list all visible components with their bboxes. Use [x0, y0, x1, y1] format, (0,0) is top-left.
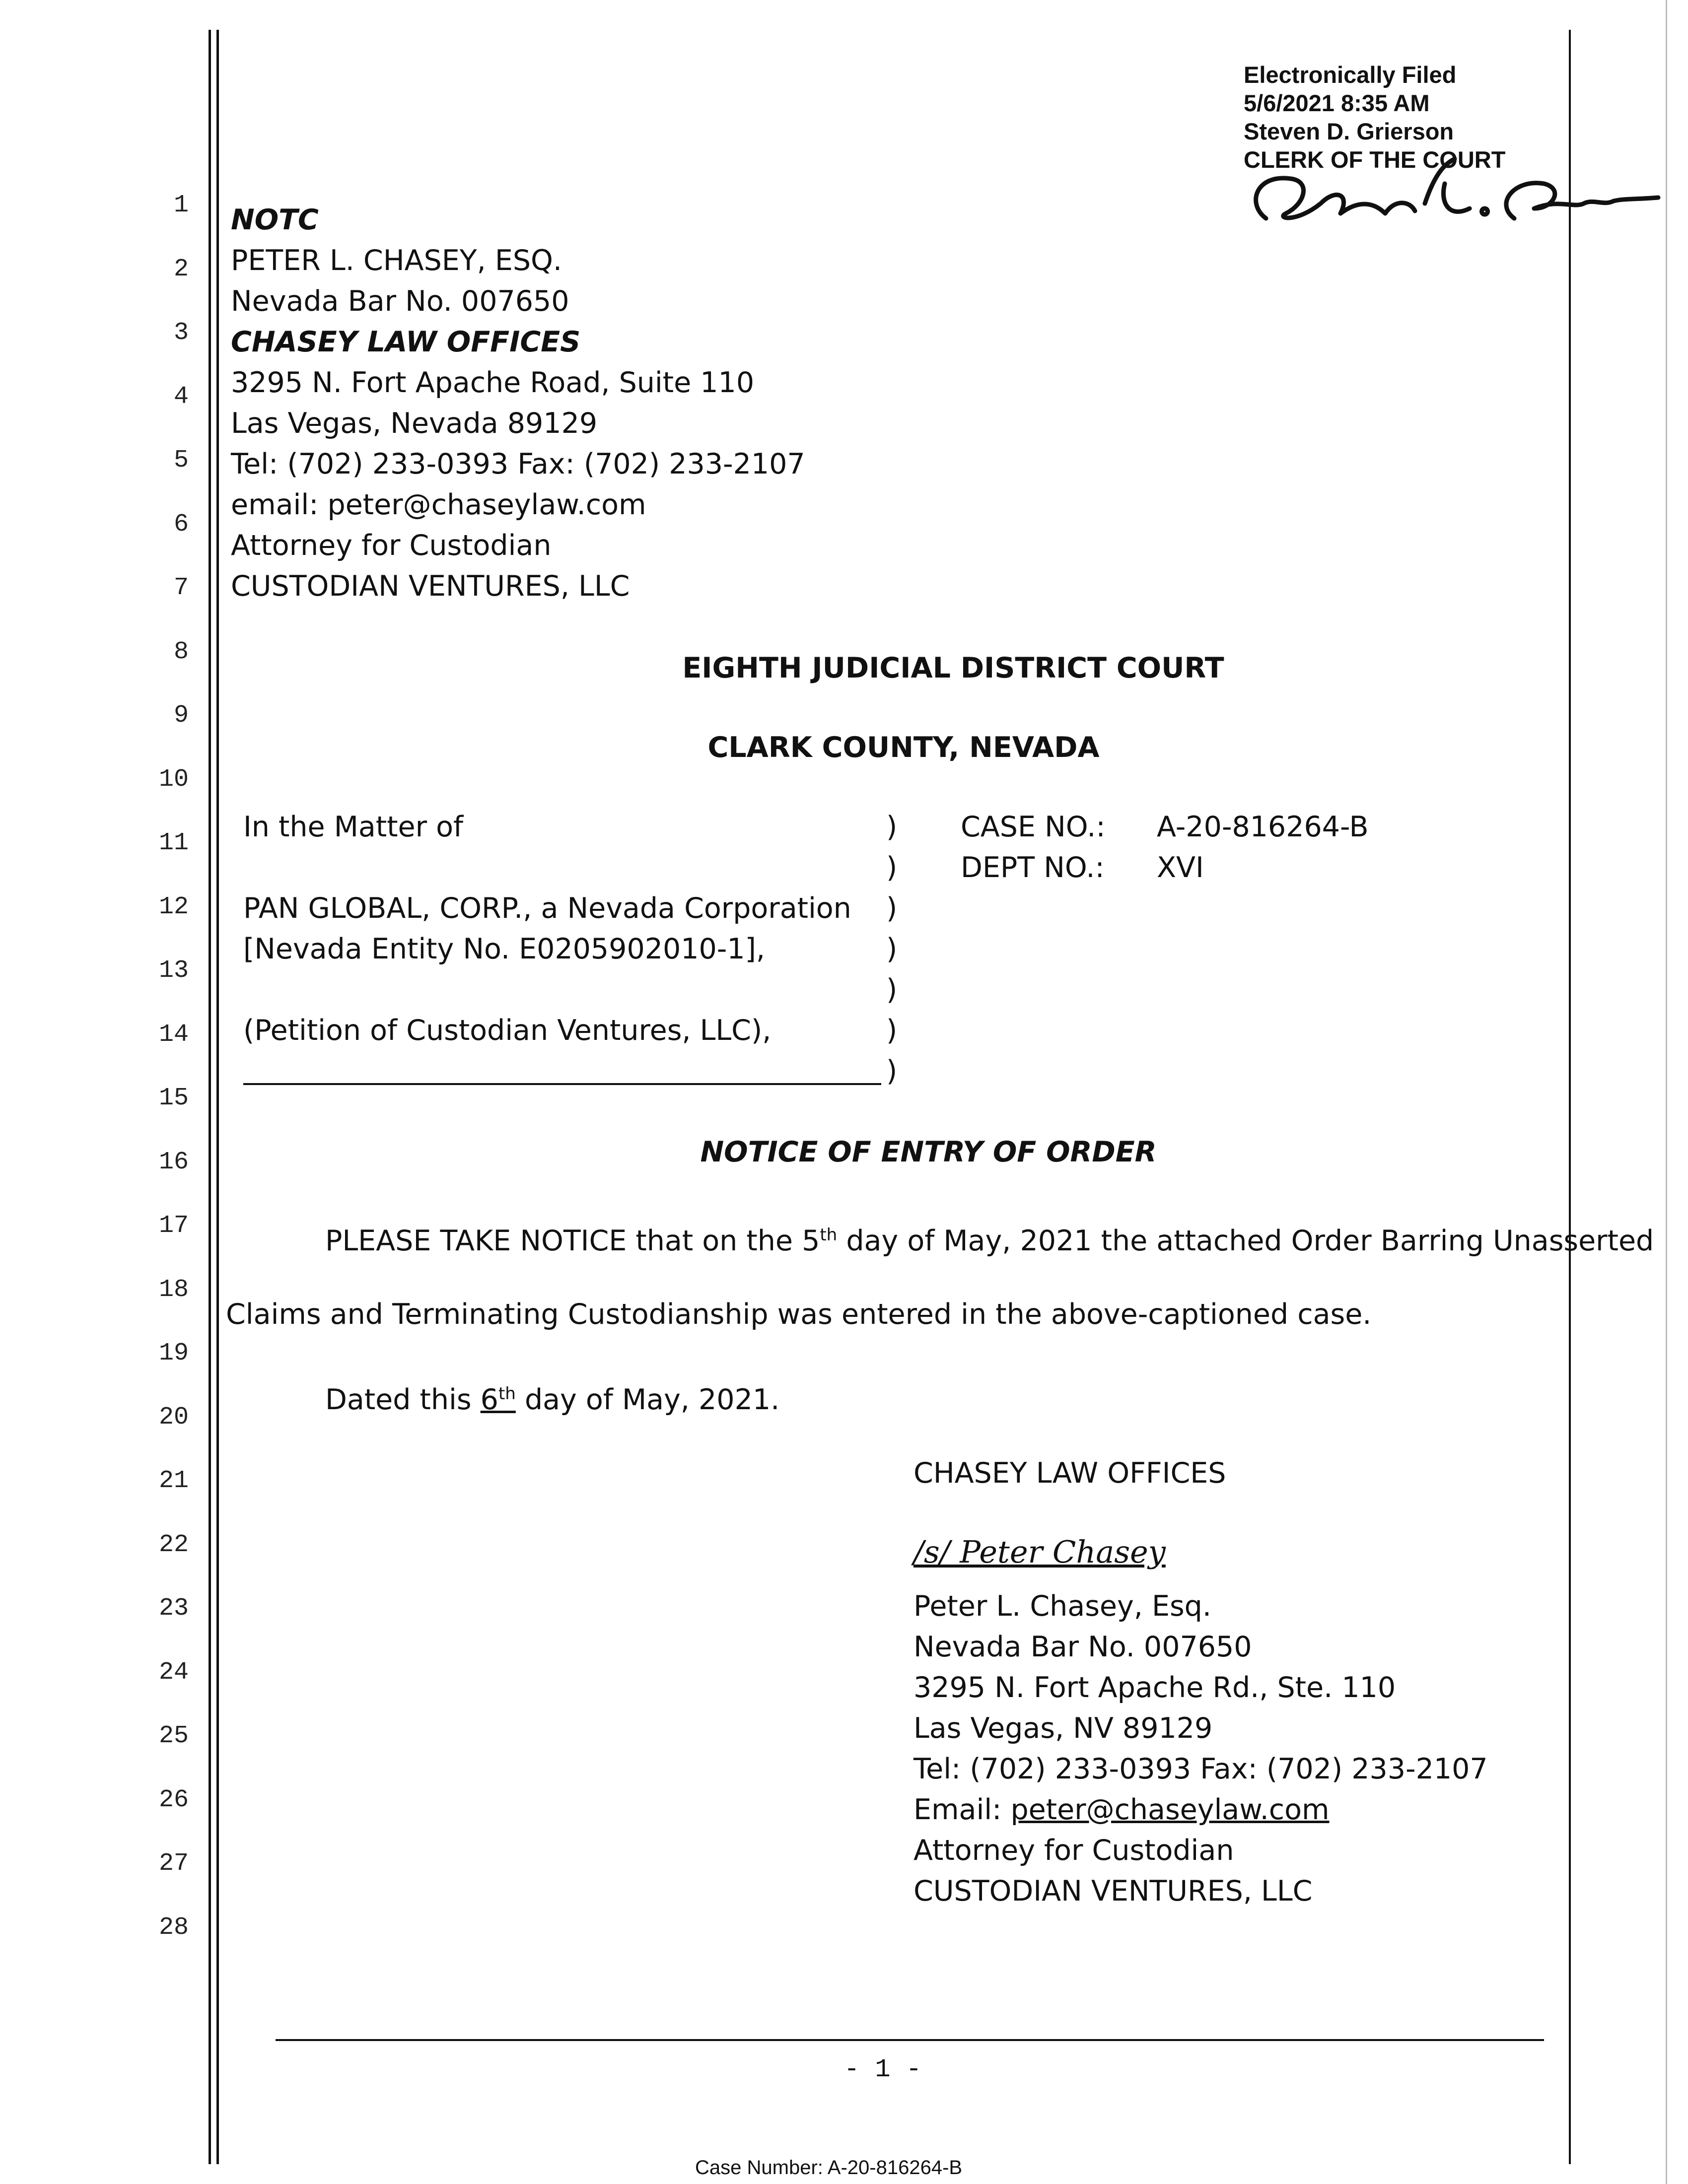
case-caption-left	[243, 807, 851, 1051]
notice-title: NOTICE OF ENTRY OF ORDER	[700, 1136, 1157, 1168]
line-number: 12	[158, 892, 189, 921]
paren: )	[886, 1055, 898, 1088]
signature-block	[914, 1586, 1488, 1911]
signer-email-link[interactable]: peter@chaseylaw.com	[1010, 1793, 1330, 1826]
line-number: 27	[158, 1849, 189, 1878]
dated-line	[325, 1373, 779, 1420]
attorney-bar-number: Nevada Bar No. 007650	[231, 285, 569, 318]
page-number: - 1 -	[844, 2055, 922, 2084]
line-number: 14	[158, 1020, 189, 1049]
line-number: 17	[158, 1212, 189, 1240]
line-number: 8	[173, 637, 189, 666]
caption-underline	[243, 1083, 881, 1085]
notice-paragraph-line1	[325, 1215, 1654, 1261]
left-margin-rule-outer	[209, 30, 211, 2164]
left-margin-rule-inner	[216, 30, 219, 2164]
line-number: 28	[158, 1913, 189, 1942]
line-number: 13	[158, 956, 189, 985]
line-number: 7	[173, 574, 189, 602]
line-number: 19	[158, 1339, 189, 1367]
attorney-role: Attorney for Custodian	[231, 529, 552, 562]
signer-address-line1: 3295 N. Fort Apache Rd., Ste. 110	[914, 1671, 1396, 1704]
court-county: CLARK COUNTY, NEVADA	[707, 731, 1100, 764]
signature-firm: CHASEY LAW OFFICES	[914, 1457, 1226, 1490]
line-number: 16	[158, 1148, 189, 1176]
paren: )	[886, 1014, 898, 1047]
case-number-value: A-20-816264-B	[1157, 811, 1369, 843]
filing-stamp-line: CLERK OF THE COURT	[1244, 146, 1506, 173]
petition-line: (Petition of Custodian Ventures, LLC),	[243, 1014, 772, 1047]
client-name: CUSTODIAN VENTURES, LLC	[231, 570, 630, 603]
signer-email	[914, 1789, 1488, 1830]
paren: )	[886, 973, 898, 1006]
signer-email-label: Email:	[914, 1793, 1011, 1826]
paren: )	[886, 811, 898, 843]
page-edge-rule	[1666, 0, 1667, 2184]
party-name: PAN GLOBAL, CORP., a Nevada Corporation	[243, 892, 851, 925]
clerk-signature-icon	[1236, 144, 1663, 248]
paren: )	[886, 892, 898, 925]
attorney-caption	[231, 200, 805, 607]
dated-text: Dated this	[325, 1383, 481, 1416]
notice-text: day of May, 2021 the attached Order Barring Unasserted	[837, 1225, 1654, 1257]
line-number: 4	[173, 382, 189, 411]
line-number: 1	[173, 191, 189, 219]
line-number: 18	[158, 1275, 189, 1304]
line-number: 26	[158, 1785, 189, 1814]
footer-rule	[276, 2039, 1544, 2041]
paren: )	[886, 851, 898, 884]
ordinal-suffix: th	[498, 1384, 516, 1404]
entity-number: [Nevada Entity No. E0205902010-1],	[243, 933, 765, 965]
firm-phone-fax: Tel: (702) 233-0393 Fax: (702) 233-2107	[231, 448, 805, 480]
line-number: 20	[158, 1403, 189, 1432]
case-number-label: CASE NO.:	[961, 811, 1106, 843]
signer-client: CUSTODIAN VENTURES, LLC	[914, 1875, 1313, 1908]
filing-stamp-line: Steven D. Grierson	[1244, 118, 1454, 144]
line-number: 15	[158, 1084, 189, 1112]
signer-address-line2: Las Vegas, NV 89129	[914, 1712, 1213, 1745]
signer-bar-number: Nevada Bar No. 007650	[914, 1631, 1252, 1663]
notice-paragraph-line2: Claims and Terminating Custodianship was entered in the above-captioned case.	[226, 1298, 1372, 1331]
dept-number-label: DEPT NO.:	[961, 851, 1105, 884]
line-number: 5	[173, 446, 189, 475]
paren: )	[886, 933, 898, 965]
line-number: 6	[173, 510, 189, 539]
line-number: 23	[158, 1594, 189, 1623]
dated-text: day of May, 2021.	[515, 1383, 780, 1416]
filing-stamp-line: 5/6/2021 8:35 AM	[1244, 90, 1430, 116]
line-number: 21	[158, 1467, 189, 1495]
line-number: 11	[158, 829, 189, 857]
document-code: NOTC	[231, 204, 319, 236]
line-number: 3	[173, 319, 189, 347]
firm-email: email: peter@chaseylaw.com	[231, 488, 646, 521]
line-number: 24	[158, 1658, 189, 1687]
firm-address-line2: Las Vegas, Nevada 89129	[231, 407, 598, 440]
court-name: EIGHTH JUDICIAL DISTRICT COURT	[682, 652, 1224, 684]
case-number-footer: Case Number: A-20-816264-B	[695, 2157, 963, 2179]
matter-line: In the Matter of	[243, 811, 464, 843]
line-number: 22	[158, 1530, 189, 1559]
notice-text: PLEASE TAKE NOTICE that on the 5	[325, 1225, 820, 1257]
dept-number-value: XVI	[1157, 851, 1204, 884]
line-number: 25	[158, 1722, 189, 1750]
caption-paren-column	[886, 807, 897, 1092]
right-margin-rule	[1569, 30, 1571, 2164]
filing-stamp-line: Electronically Filed	[1244, 62, 1457, 88]
attorney-name: PETER L. CHASEY, ESQ.	[231, 244, 563, 277]
line-number: 10	[158, 765, 189, 794]
signer-name: Peter L. Chasey, Esq.	[914, 1590, 1211, 1623]
dated-day: 6	[480, 1383, 498, 1416]
signer-phone-fax: Tel: (702) 233-0393 Fax: (702) 233-2107	[914, 1753, 1488, 1785]
line-number: 2	[173, 255, 189, 283]
electronic-signature: /s/ Peter Chasey	[914, 1534, 1166, 1570]
law-firm-name: CHASEY LAW OFFICES	[231, 326, 581, 358]
signer-role: Attorney for Custodian	[914, 1834, 1234, 1867]
ordinal-suffix: th	[820, 1225, 838, 1245]
line-number: 9	[173, 701, 189, 730]
firm-address-line1: 3295 N. Fort Apache Road, Suite 110	[231, 366, 755, 399]
